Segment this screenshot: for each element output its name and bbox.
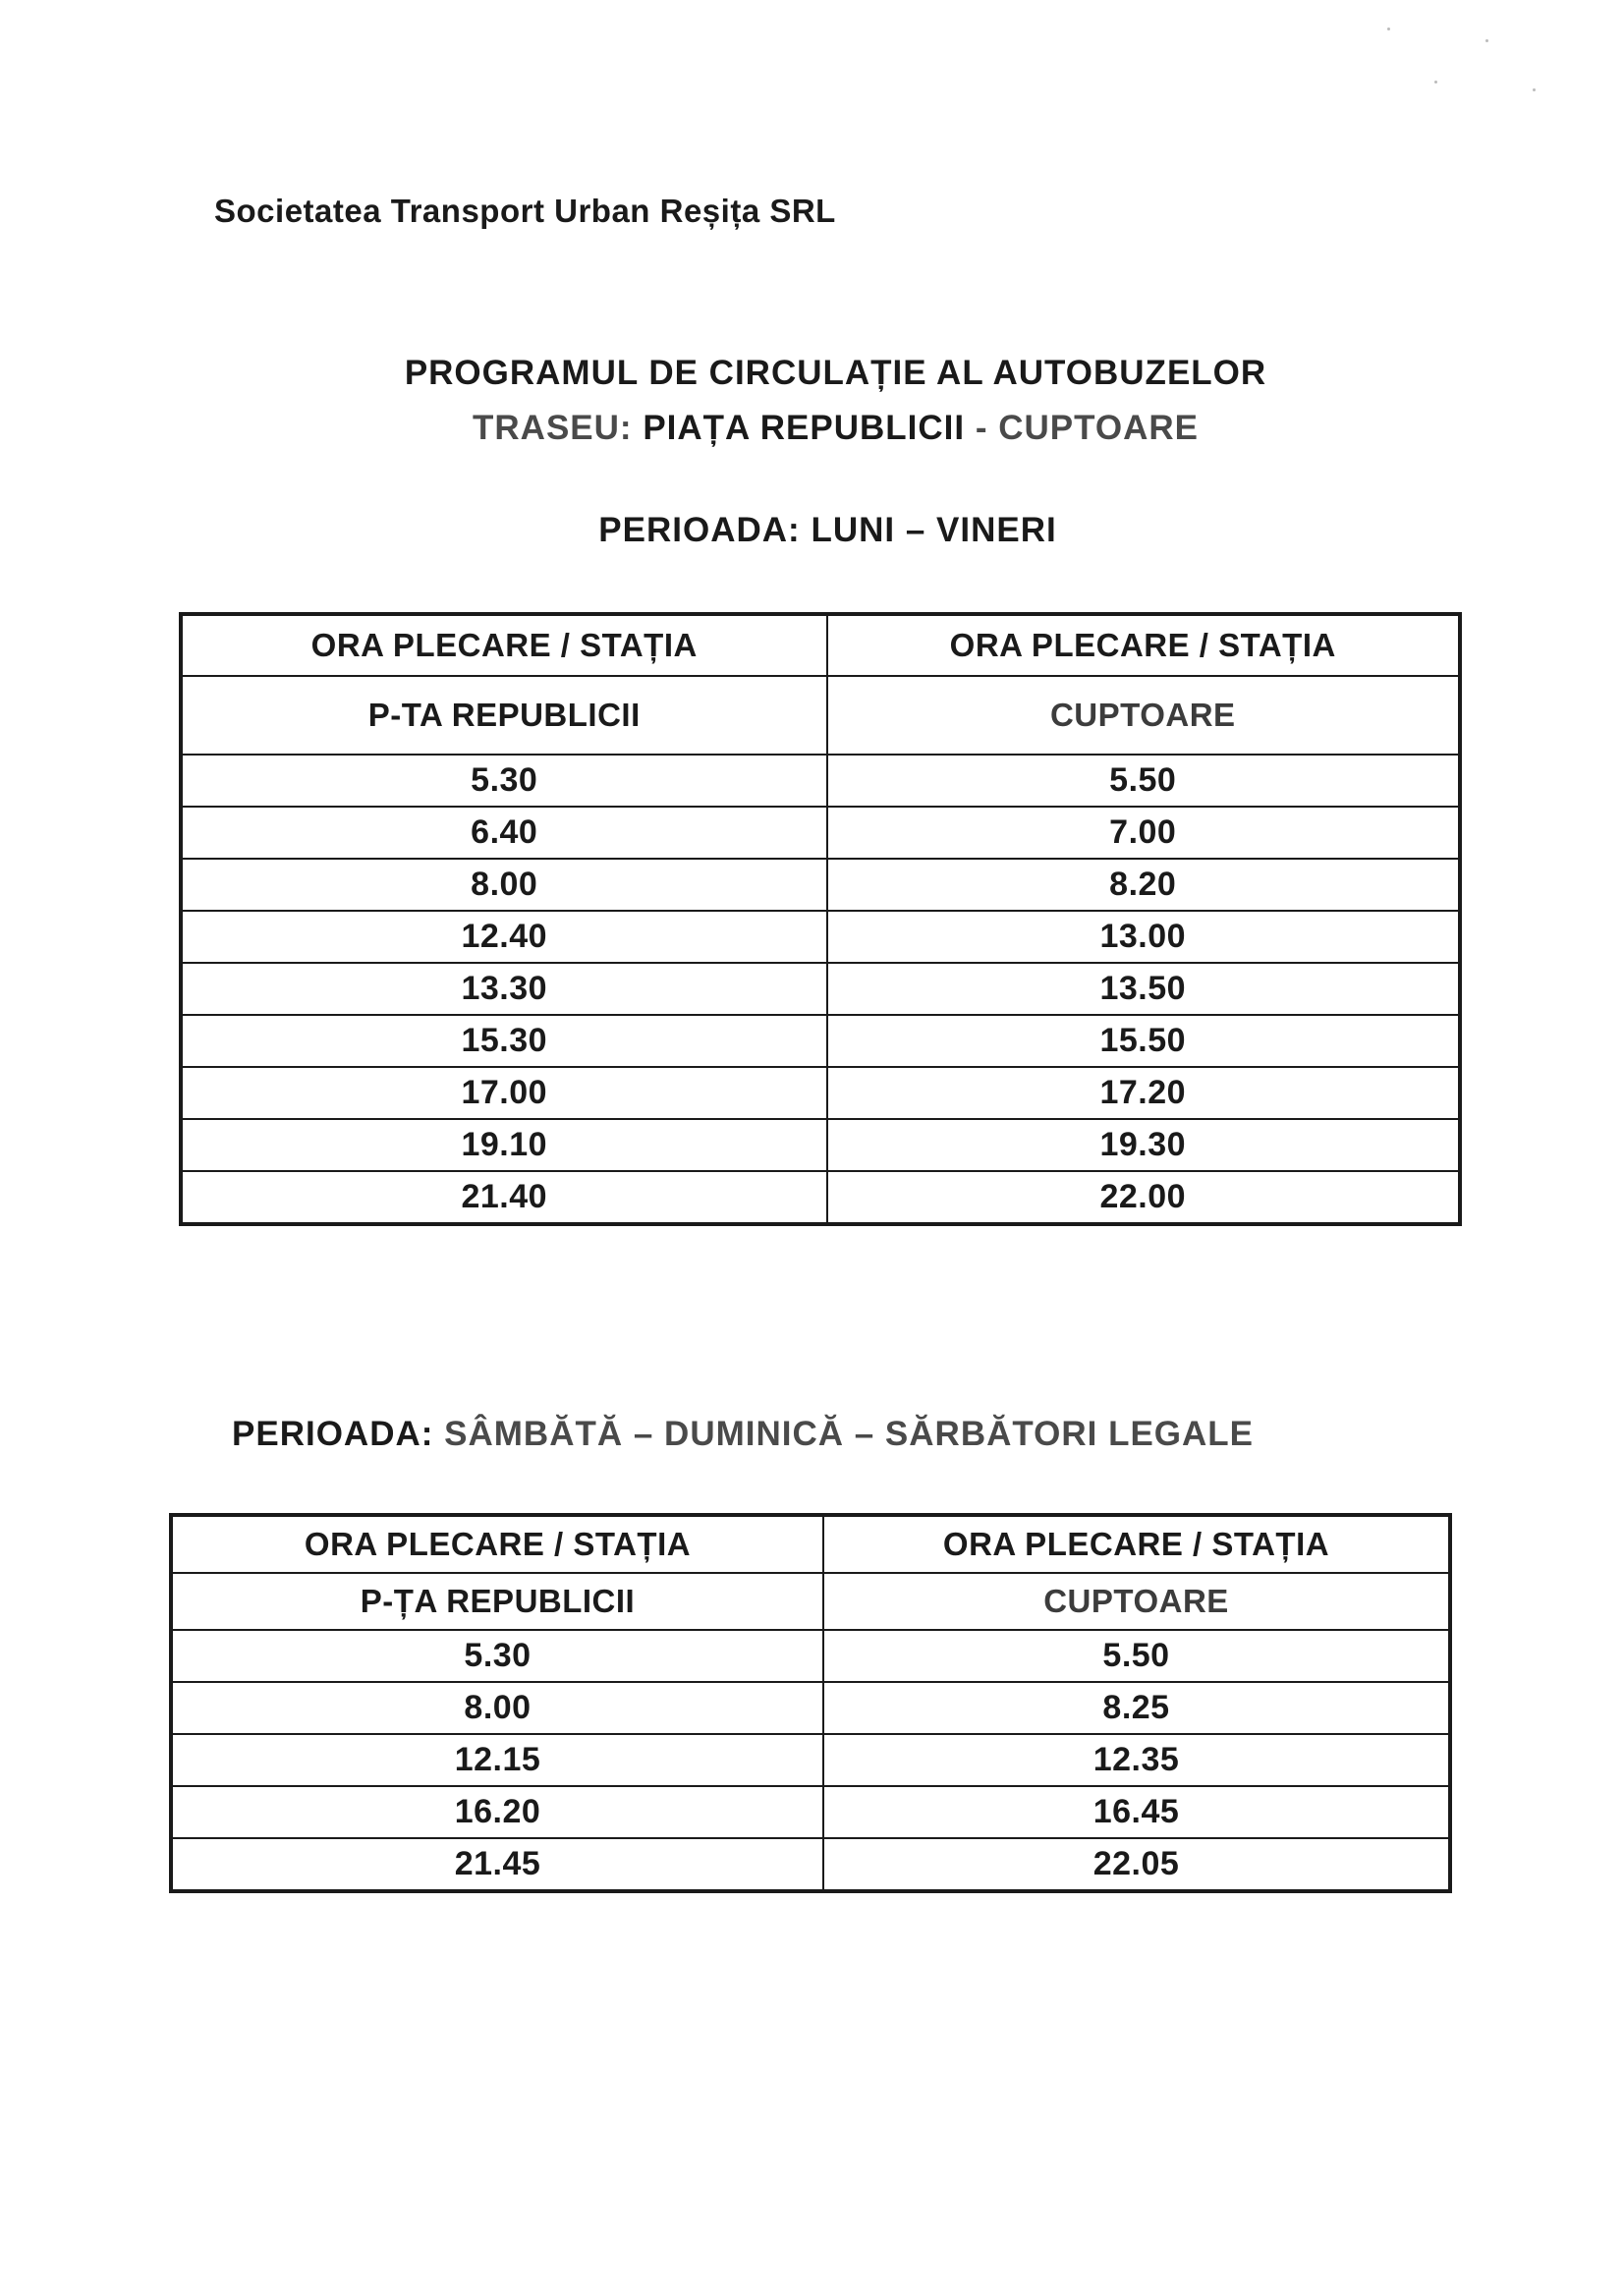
weekend-period-value: SÂMBĂTĂ – DUMINICĂ – SĂRBĂTORI LEGALE [444,1415,1255,1453]
departure-time-republicii: 21.45 [171,1838,823,1891]
table-row [181,755,1460,807]
weekday-period-value: LUNI – VINERI [811,511,1057,549]
scan-speck [1485,39,1488,42]
table-row [181,1015,1460,1067]
weekend-period-heading [232,1415,1254,1454]
weekday-station-row [181,676,1460,755]
departure-time-republicii: 12.15 [171,1734,823,1786]
departure-time-cuptoare: 8.25 [823,1682,1450,1734]
table-row [171,1838,1450,1891]
weekend-station-row [171,1573,1450,1630]
departure-time-cuptoare: 12.35 [823,1734,1450,1786]
departure-time-cuptoare: 15.50 [827,1015,1461,1067]
departure-time-republicii: 21.40 [181,1171,827,1224]
departure-time-cuptoare: 22.05 [823,1838,1450,1891]
scan-speck [1387,28,1390,30]
departure-time-cuptoare: 16.45 [823,1786,1450,1838]
departure-time-republicii: 5.30 [171,1630,823,1682]
weekend-header-row [171,1515,1450,1573]
departure-time-cuptoare: 22.00 [827,1171,1461,1224]
table-row [181,911,1460,963]
departure-time-republicii: 13.30 [181,963,827,1015]
departure-time-republicii: 8.00 [181,859,827,911]
scan-speck [1533,88,1536,91]
departure-time-republicii: 16.20 [171,1786,823,1838]
table-row [181,1119,1460,1171]
departure-time-republicii: 6.40 [181,807,827,859]
weekday-period-label: PERIOADA: [598,511,801,549]
departure-time-cuptoare: 5.50 [823,1630,1450,1682]
departure-time-republicii: 8.00 [171,1682,823,1734]
table-row [171,1786,1450,1838]
departure-time-cuptoare: 8.20 [827,859,1461,911]
document-title: PROGRAMUL DE CIRCULAȚIE AL AUTOBUZELOR [404,354,1267,392]
departure-time-republicii: 17.00 [181,1067,827,1119]
weekend-station-left: P-ȚA REPUBLICII [171,1573,823,1630]
weekend-header-right: ORA PLECARE / STAȚIA [823,1515,1450,1573]
table-row [181,1067,1460,1119]
weekend-station-right: CUPTOARE [823,1573,1450,1630]
departure-time-cuptoare: 13.00 [827,911,1461,963]
table-row [171,1630,1450,1682]
departure-time-cuptoare: 13.50 [827,963,1461,1015]
departure-time-republicii: 19.10 [181,1119,827,1171]
weekday-header-row [181,614,1460,676]
departure-time-republicii: 12.40 [181,911,827,963]
route-to: CUPTOARE [998,409,1199,447]
table-row [171,1682,1450,1734]
route-label: TRASEU: [473,409,633,447]
departure-time-cuptoare: 7.00 [827,807,1461,859]
scan-speck [1434,81,1437,84]
departure-time-cuptoare: 5.50 [827,755,1461,807]
departure-time-cuptoare: 17.20 [827,1067,1461,1119]
weekend-schedule-table [169,1513,1452,1893]
weekday-period-heading [16,511,1624,550]
route-line [24,409,1624,448]
weekday-header-right: ORA PLECARE / STAȚIA [827,614,1461,676]
company-name: Societatea Transport Urban Reșița SRL [214,193,836,229]
weekend-period-label: PERIOADA: [232,1415,434,1453]
table-row [171,1734,1450,1786]
table-row [181,963,1460,1015]
weekday-schedule-table [179,612,1462,1226]
route-separator: - [975,409,988,447]
weekday-station-right: CUPTOARE [827,676,1461,755]
weekday-station-left: P-TA REPUBLICII [181,676,827,755]
table-row [181,1171,1460,1224]
route-from: PIAȚA REPUBLICII [643,409,966,447]
departure-time-republicii: 15.30 [181,1015,827,1067]
departure-time-republicii: 5.30 [181,755,827,807]
weekday-header-left: ORA PLECARE / STAȚIA [181,614,827,676]
table-row [181,807,1460,859]
weekend-header-left: ORA PLECARE / STAȚIA [171,1515,823,1573]
table-row [181,859,1460,911]
departure-time-cuptoare: 19.30 [827,1119,1461,1171]
